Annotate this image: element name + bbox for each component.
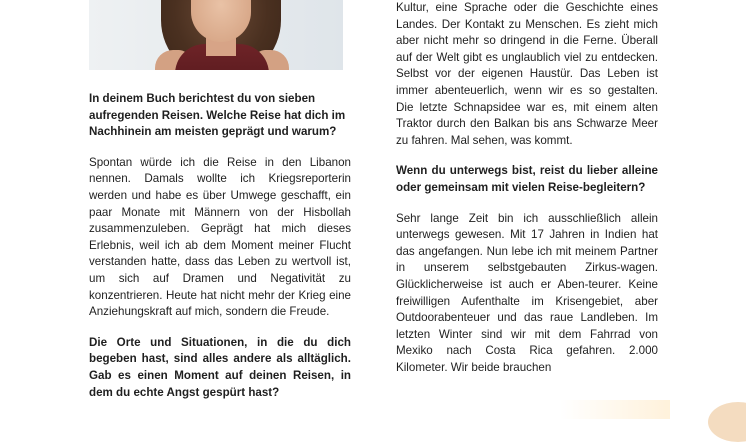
interview-question-2: Die Orte und Situationen, in die du dich begeben hast, sind alles andere als alltäglich. Gab es einen Moment auf deinen Reisen, in dem du echte Angst gespürt hast? [89, 335, 351, 399]
interview-question-3: Wenn du unterwegs bist, reist du lieber alleine oder gemeinsam mit vielen Reise-begleitern? [396, 164, 658, 194]
interview-answer-1: Spontan würde ich die Reise in den Libanon nennen. Damals wollte ich Kriegsreporterin werden und habe es über Umwege geschafft, ein paar Monate mit Männern von der Hisbollah zusammenzuleben. Geprägt hat mich dieses Erlebnis, weil ich ab dem Moment meiner Flucht verstanden hatte, dass das Leben zu wertvoll ist, um sich auf Dramen und Negativität zu konzentrieren. Heute hat nicht mehr der Krieg eine Anziehungskraft auf mich, sondern die Freude. [89, 155, 351, 319]
interview-answer-continued: Kultur, eine Sprache oder die Geschichte eines Landes. Der Kontakt zu Menschen. Es zieht mich aber nicht mehr so dringend in die Ferne. Überall auf der Welt gibt es unglaublich viel zu entdecken. Selbst vor der eigenen Haustür. Das Leben ist immer abenteuerlich, wenn wir es so gestalten. Die letzte Schnapsidee war es, mit einem alten Traktor durch den Balkan bis ans Schwarze Meer zu fahren. Mal sehen, was kommt. [396, 1, 658, 147]
interview-question-1: In deinem Buch berichtest du von sieben aufregenden Reisen. Welche Reise hat dich im Nachhinein am meisten geprägt und warum? [89, 92, 346, 139]
interview-answer-3: Sehr lange Zeit bin ich ausschließlich allein unterwegs gewesen. Mit 17 Jahren in Indien hat das angefangen. Nun lebe ich mit meinem Partner in unserem selbstgebauten Zirkus-wagen. Glücklicherweise ist auch er Aben-teurer. Keine freiwilligen Aufenthalte im Krisengebiet, aber Outdoorabenteuer und das raue Landleben. Im letzten Winter sind wir mit dem Fahrrad von Mexiko nach Costa Rica gefahren. 2.000 Kilometer. Wir beide brauchen [396, 211, 658, 374]
left-column [89, 0, 351, 401]
portrait-photo [89, 0, 343, 70]
right-column [396, 0, 658, 376]
decorative-blob [708, 402, 746, 442]
decorative-fade [560, 400, 670, 419]
